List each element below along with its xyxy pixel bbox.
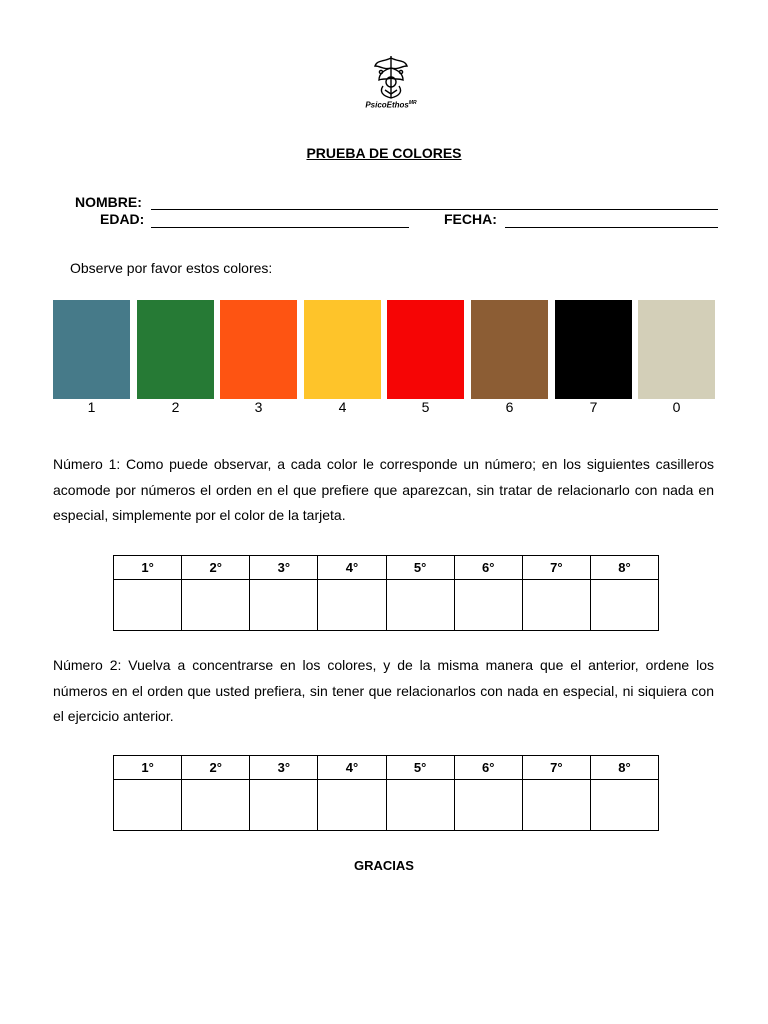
- swatch-number: 1: [87, 399, 96, 415]
- brand-name: PsicoEthos$^{MR}$: [365, 100, 417, 110]
- header-cell: 3°: [250, 556, 318, 580]
- date-label: FECHA:: [444, 211, 497, 227]
- color-swatch-4: [304, 300, 381, 399]
- answer-cell[interactable]: [386, 580, 454, 631]
- swatch-number: 2: [171, 399, 180, 415]
- table-answer-row: [114, 780, 659, 831]
- color-swatch-2: [137, 300, 214, 399]
- swatch-number: 0: [672, 399, 681, 415]
- table-header-row: [114, 556, 659, 580]
- swatch-number: 4: [338, 399, 347, 415]
- name-field[interactable]: [151, 209, 718, 210]
- color-swatch-7: [555, 300, 632, 399]
- header-cell: 1°: [114, 556, 182, 580]
- answer-cell[interactable]: [250, 780, 318, 831]
- answer-cell[interactable]: [182, 780, 250, 831]
- answer-cell[interactable]: [250, 580, 318, 631]
- answer-cell[interactable]: [182, 580, 250, 631]
- instruction-part-2: Número 2: Vuelva a concentrarse en los colores, y de la misma manera que el anterior, ordene los números en el orden que usted prefiera, sin tener que relacionarlos con nada en especial, ni siquiera con el ejercicio anterior.: [53, 657, 714, 724]
- header-cell: 7°: [522, 556, 590, 580]
- age-label: EDAD:: [100, 211, 145, 227]
- header-cell: 4°: [318, 556, 386, 580]
- answer-cell[interactable]: [522, 780, 590, 831]
- color-swatch-6: [471, 300, 548, 399]
- date-field[interactable]: [505, 227, 718, 228]
- answer-cell[interactable]: [114, 580, 182, 631]
- intro-text: Observe por favor estos colores:: [70, 260, 273, 276]
- header-cell: 1°: [114, 756, 182, 780]
- color-swatch-3: [220, 300, 297, 399]
- header-cell: 3°: [250, 756, 318, 780]
- header-cell: 2°: [182, 756, 250, 780]
- logo: [355, 54, 427, 110]
- swatch-number: 6: [505, 399, 514, 415]
- page-title: PRUEBA DE COLORES: [306, 145, 462, 161]
- answer-cell[interactable]: [318, 580, 386, 631]
- color-swatches: [0, 300, 768, 420]
- header-cell: 4°: [318, 756, 386, 780]
- header-cell: 8°: [590, 556, 658, 580]
- psicoethos-emblem-icon: [371, 54, 411, 100]
- swatch-number: 7: [589, 399, 598, 415]
- header-cell: 5°: [386, 756, 454, 780]
- header-cell: 6°: [454, 556, 522, 580]
- table-answer-row: [114, 580, 659, 631]
- color-swatch-5: [387, 300, 464, 399]
- color-swatch-0: [638, 300, 715, 399]
- answer-cell[interactable]: [590, 580, 658, 631]
- header-cell: 5°: [386, 556, 454, 580]
- header-cell: 8°: [590, 756, 658, 780]
- header-cell: 6°: [454, 756, 522, 780]
- answer-cell[interactable]: [522, 580, 590, 631]
- answer-cell[interactable]: [386, 780, 454, 831]
- color-swatch-1: [53, 300, 130, 399]
- age-field[interactable]: [151, 227, 409, 228]
- answer-cell[interactable]: [454, 780, 522, 831]
- swatch-number: 3: [254, 399, 263, 415]
- answer-cell[interactable]: [590, 780, 658, 831]
- header-cell: 7°: [522, 756, 590, 780]
- table-header-row: [114, 756, 659, 780]
- answer-cell[interactable]: [454, 580, 522, 631]
- ranking-table-2: [113, 755, 659, 831]
- header-cell: 2°: [182, 556, 250, 580]
- ranking-table-1: [113, 555, 659, 631]
- answer-cell[interactable]: [318, 780, 386, 831]
- swatch-number: 5: [421, 399, 430, 415]
- name-label: NOMBRE:: [75, 194, 142, 210]
- answer-cell[interactable]: [114, 780, 182, 831]
- closing-text: GRACIAS: [354, 858, 414, 873]
- instruction-part-1: Número 1: Como puede observar, a cada color le corresponde un número; en los siguientes casilleros acomode por números el orden en el que prefiere que aparezcan, sin tratar de relacionarlo con nada en especial, simplemente por el color de la tarjeta.: [53, 456, 714, 523]
